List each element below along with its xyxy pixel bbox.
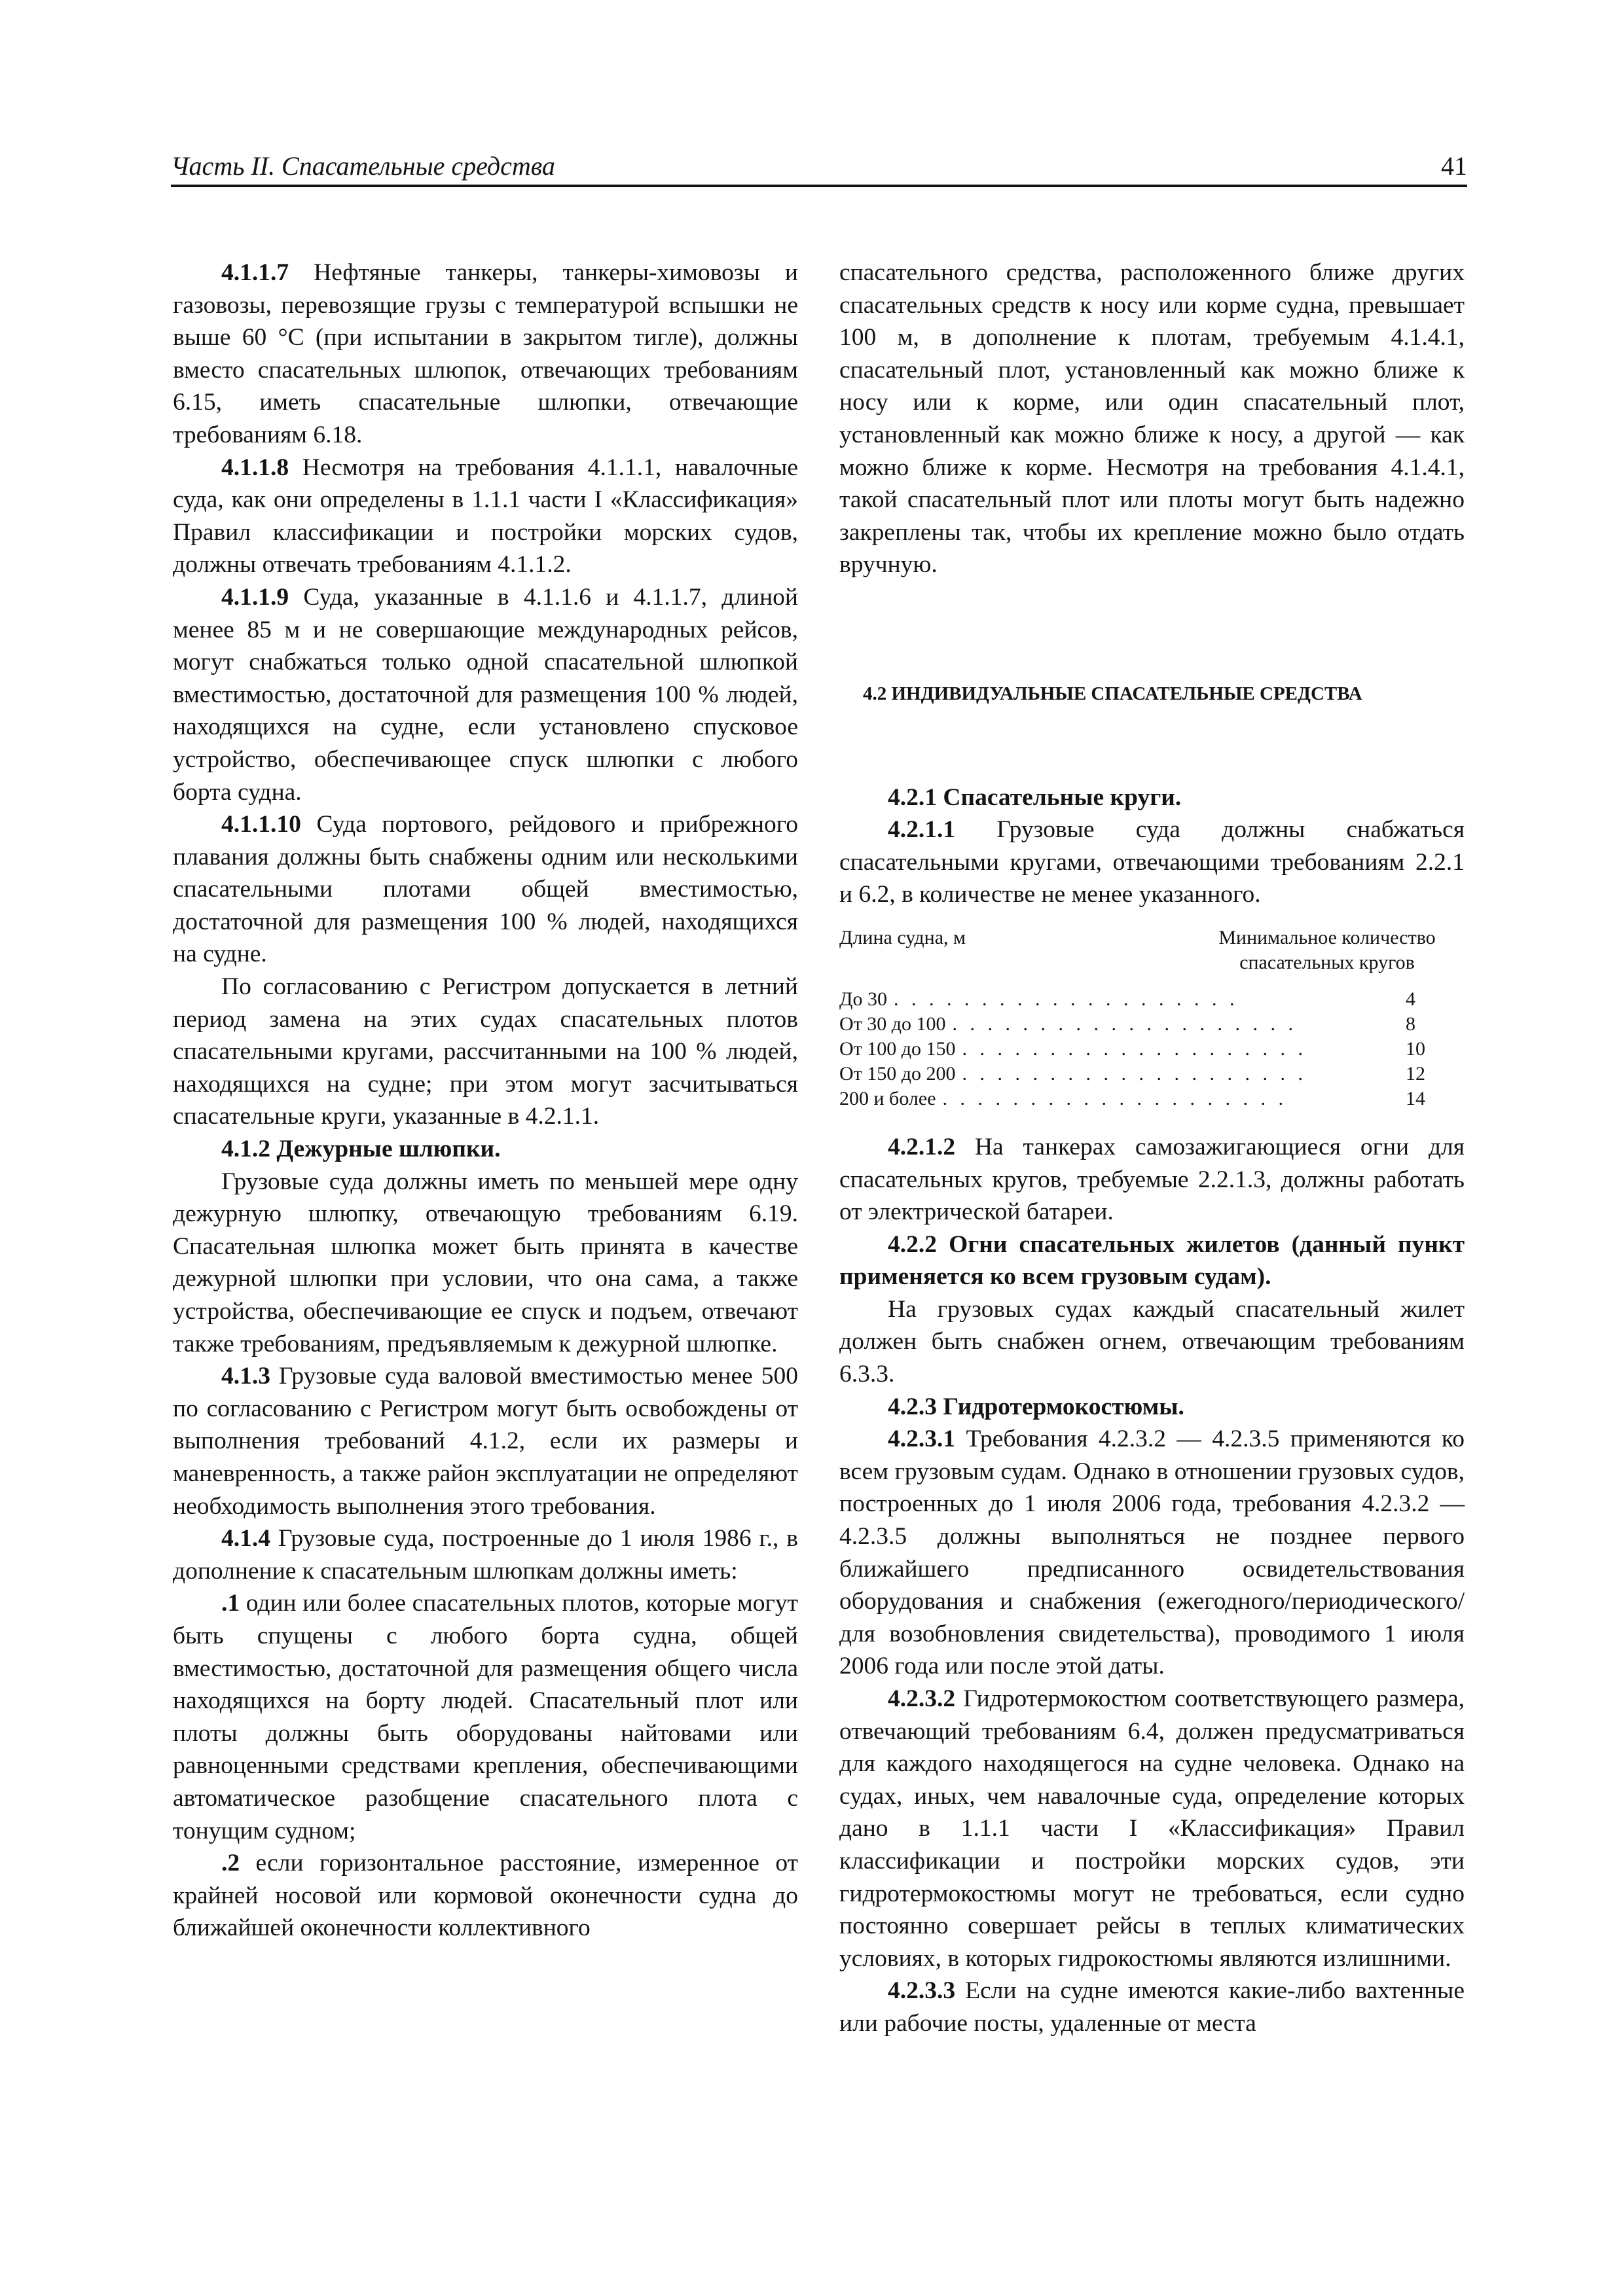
clause-number: 4.1.1.8: [221, 454, 289, 481]
clause-number: 4.2.1.1: [888, 816, 956, 844]
subsection-title: 4.1.2 Дежурные шлюпки.: [221, 1136, 501, 1163]
section-heading-4-2: 4.2 ИНДИВИДУАЛЬНЫЕ СПАСАТЕЛЬНЫЕ СРЕДСТВА: [863, 683, 1362, 704]
clause-number: 4.1.1.10: [221, 811, 301, 838]
page-number: 41: [1441, 151, 1467, 181]
paragraph-text: Грузовые суда валовой вместимостью менее 500 по согласованию с Регистром могут быть освобождены от выполнения требований 4.1.2, если их размеры и маневренность, а также район эксплуатации не определяют необходимость выполнения этого требования.: [173, 1363, 798, 1520]
row-value: 4: [1406, 988, 1415, 1010]
subsection-title: 4.2.1 Спасательные круги.: [888, 783, 1182, 811]
page-header: [171, 145, 1467, 187]
row-label: От 100 до 150: [839, 1037, 956, 1060]
paragraph-4-1-1-9: [173, 581, 798, 808]
leader-dots: . . . . . . . . . . . . . . . . . . . .: [962, 1062, 1307, 1085]
paragraph-4-2-3-3: [839, 1975, 1465, 2039]
paragraph-item-1: [173, 1587, 798, 1847]
paragraph-rescue-boat: Грузовые суда должны иметь по меньшей мере одну дежурную шлюпку, отвечающую требованиям 6.19. Спасательная шлюпка может быть принята в качестве дежурной шлюпки при условии, что она сама, а также устройства, обеспечивающие ее спуск и подъем, отвечают также требованиям, предъявляемым к дежурной шлюпке.: [173, 1168, 798, 1357]
clause-number: 4.1.1.9: [221, 583, 289, 611]
right-column: [839, 257, 1465, 2040]
paragraph-text: Гидротермокостюм соответствующего размера, отвечающий требованиям 6.4, должен предусматриваться для каждого находящегося на судне человека. Однако на судах, иных, чем навалочные суда, определение которых дано в 1.1.1 части I «Классификация» Правил классификации и постройки морских судов, эти гидротермокостюмы могут не требоваться, если судно постоянно совершает рейсы в теплых климатических условиях, в которых гидрокостюмы являются излишними.: [839, 1685, 1465, 1972]
row-label: 200 и более: [839, 1087, 936, 1109]
clause-number: 4.2.3.2: [888, 1685, 956, 1712]
row-value: 12: [1406, 1062, 1425, 1085]
row-label: До 30: [839, 988, 887, 1010]
heading-4-2-1: [839, 781, 1465, 814]
column-header-line: Минимальное количество: [1218, 926, 1436, 948]
paragraph-text: Если на судне имеются какие-либо вахтенные или рабочие посты, удаленные от места: [839, 1977, 1465, 2037]
paragraph-4-1-4: [173, 1522, 798, 1587]
table-header: [839, 925, 1465, 975]
paragraph-4-2-3-1: [839, 1423, 1465, 1683]
row-label: От 30 до 100: [839, 1013, 946, 1035]
heading-4-2-2: [839, 1229, 1465, 1293]
paragraph-text: На танкерах самозажигающиеся огни для спасательных кругов, требуемые 2.2.1.3, должны работать от электрической батареи.: [839, 1133, 1465, 1226]
left-column: [173, 257, 798, 1945]
paragraph-register-agreement: По согласованию с Регистром допускается в летний период замена на этих судах спасательных плотов спасательными кругами, рассчитанными на 100 % людей, находящихся на судне; при этом могут засчитываться спасательные круги, указанные в 4.2.1.1.: [173, 973, 798, 1130]
paragraph-item-2: [173, 1847, 798, 1945]
paragraph-text: один или более спасательных плотов, которые могут быть спущены с любого борта судна, общей вместимостью, достаточной для размещения общего числа находящихся на борту людей. Спасательный плот или плоты должны быть оборудованы найтовами или равноценными средствами крепления, обеспечивающими автоматическое разобщение спасательного плота с тонущим судном;: [173, 1590, 798, 1844]
clause-number: 4.2.3.3: [888, 1977, 956, 2005]
item-number: .1: [221, 1590, 240, 1617]
paragraph-text: Грузовые суда должны снабжаться спасательными кругами, отвечающими требованиям 2.2.1 и 6.2, в количестве не менее указанного.: [839, 816, 1465, 908]
column-header-line: спасательных кругов: [1239, 951, 1415, 973]
paragraph-continued: спасательного средства, расположенного ближе других спасательных средств к носу или корме судна, превышает 100 м, в дополнение к плотам, требуемым 4.1.4.1, спасательный плот, установленный как можно ближе к носу или к корме, или один спасательный плот, установленный как можно ближе к носу, а другой — как можно ближе к корме. Несмотря на требования 4.1.4.1, такой спасательный плот или плоты могут быть надежно закреплены так, чтобы их крепление можно было отдать вручную.: [839, 259, 1465, 579]
item-number: .2: [221, 1850, 240, 1877]
paragraph-lifejacket-lights: На грузовых судах каждый спасательный жилет должен быть снабжен огнем, отвечающим требованиям 6.3.3.: [839, 1295, 1465, 1388]
row-label: От 150 до 200: [839, 1062, 956, 1085]
paragraph-4-2-1-2: [839, 1131, 1465, 1229]
paragraph-4-1-3: [173, 1360, 798, 1522]
column-header-length: Длина судна, м: [839, 926, 966, 948]
paragraph-4-1-1-8: [173, 452, 798, 581]
running-title: Часть II. Спасательные средства: [171, 151, 555, 181]
leader-dots: . . . . . . . . . . . . . . . . . . . .: [962, 1037, 1307, 1060]
leader-dots: . . . . . . . . . . . . . . . . . . . .: [942, 1087, 1288, 1109]
clause-number: 4.2.3.1: [888, 1426, 956, 1453]
paragraph-text: Нефтяные танкеры, танкеры-химовозы и газовозы, перевозящие грузы с температурой вспышки не выше 60 °С (при испытании в закрытом тигле), должны вместо спасательных шлюпок, отвечающих требованиям 6.15, иметь спасательные шлюпки, отвечающие требованиям 6.18.: [173, 259, 798, 448]
clause-number: 4.1.4: [221, 1525, 270, 1552]
table-row: [839, 987, 1465, 1012]
clause-number: 4.2.1.2: [888, 1133, 956, 1160]
paragraph-text: если горизонтальное расстояние, измеренное от крайней носовой или кормовой оконечности судна до ближайшей оконечности коллективного: [173, 1850, 798, 1942]
paragraph-text: Грузовые суда, построенные до 1 июля 1986 г., в дополнение к спасательным шлюпкам должны иметь:: [173, 1525, 798, 1585]
paragraph-text: Несмотря на требования 4.1.1.1, навалочные суда, как они определены в 1.1.1 части I «Классификация» Правил классификации и постройки морских судов, должны отвечать требованиям 4.1.1.2.: [173, 454, 798, 579]
row-value: 8: [1406, 1013, 1415, 1035]
table-row: [839, 1037, 1465, 1062]
paragraph-4-2-3-2: [839, 1683, 1465, 1975]
lifebuoy-table: [839, 925, 1465, 1111]
paragraph-4-1-1-7: [173, 257, 798, 452]
column-header-count: [1190, 925, 1465, 975]
table-row: [839, 1062, 1465, 1086]
paragraph-text: Требования 4.2.3.2 — 4.2.3.5 применяются ко всем грузовым судам. Однако в отношении грузовых судов, построенных до 1 июля 2006 года, требования 4.2.3.2 — 4.2.3.5 должны выполняться не позднее первого ближайшего предписанного освидетельствования оборудования и снабжения (ежегодного/периодического/для возобновления свидетельства), проводимого 1 июля 2006 года или после этой даты.: [839, 1426, 1465, 1680]
row-value: 14: [1406, 1087, 1425, 1109]
clause-number: 4.1.3: [221, 1363, 270, 1390]
subsection-title: 4.2.3 Гидротермокостюмы.: [888, 1393, 1184, 1420]
clause-number: 4.1.1.7: [221, 259, 289, 286]
paragraph-text: Суда, указанные в 4.1.1.6 и 4.1.1.7, длиной менее 85 м и не совершающие международных рейсов, могут снабжаться только одной спасательной шлюпкой вместимостью, достаточной для размещения 100 % людей, находящихся на судне, если установлено спусковое устройство, обеспечивающее спуск шлюпки с любого борта судна.: [173, 583, 798, 806]
table-row: [839, 1086, 1465, 1111]
paragraph-4-1-1-10: [173, 808, 798, 971]
heading-4-1-2: [173, 1133, 798, 1166]
table-row: [839, 1012, 1465, 1037]
leader-dots: . . . . . . . . . . . . . . . . . . . .: [952, 1013, 1298, 1035]
leader-dots: . . . . . . . . . . . . . . . . . . . .: [893, 988, 1239, 1010]
row-value: 10: [1406, 1037, 1425, 1060]
subsection-title: 4.2.2 Огни спасательных жилетов (данный пункт применяется ко всем грузовым судам).: [839, 1230, 1465, 1291]
heading-4-2-3: [839, 1391, 1465, 1424]
paragraph-text: Суда портового, рейдового и прибрежного плавания должны быть снабжены одним или несколькими спасательными плотами общей вместимостью, достаточной для размещения 100 % людей, находящихся на судне.: [173, 811, 798, 968]
paragraph-4-2-1-1: [839, 814, 1465, 911]
